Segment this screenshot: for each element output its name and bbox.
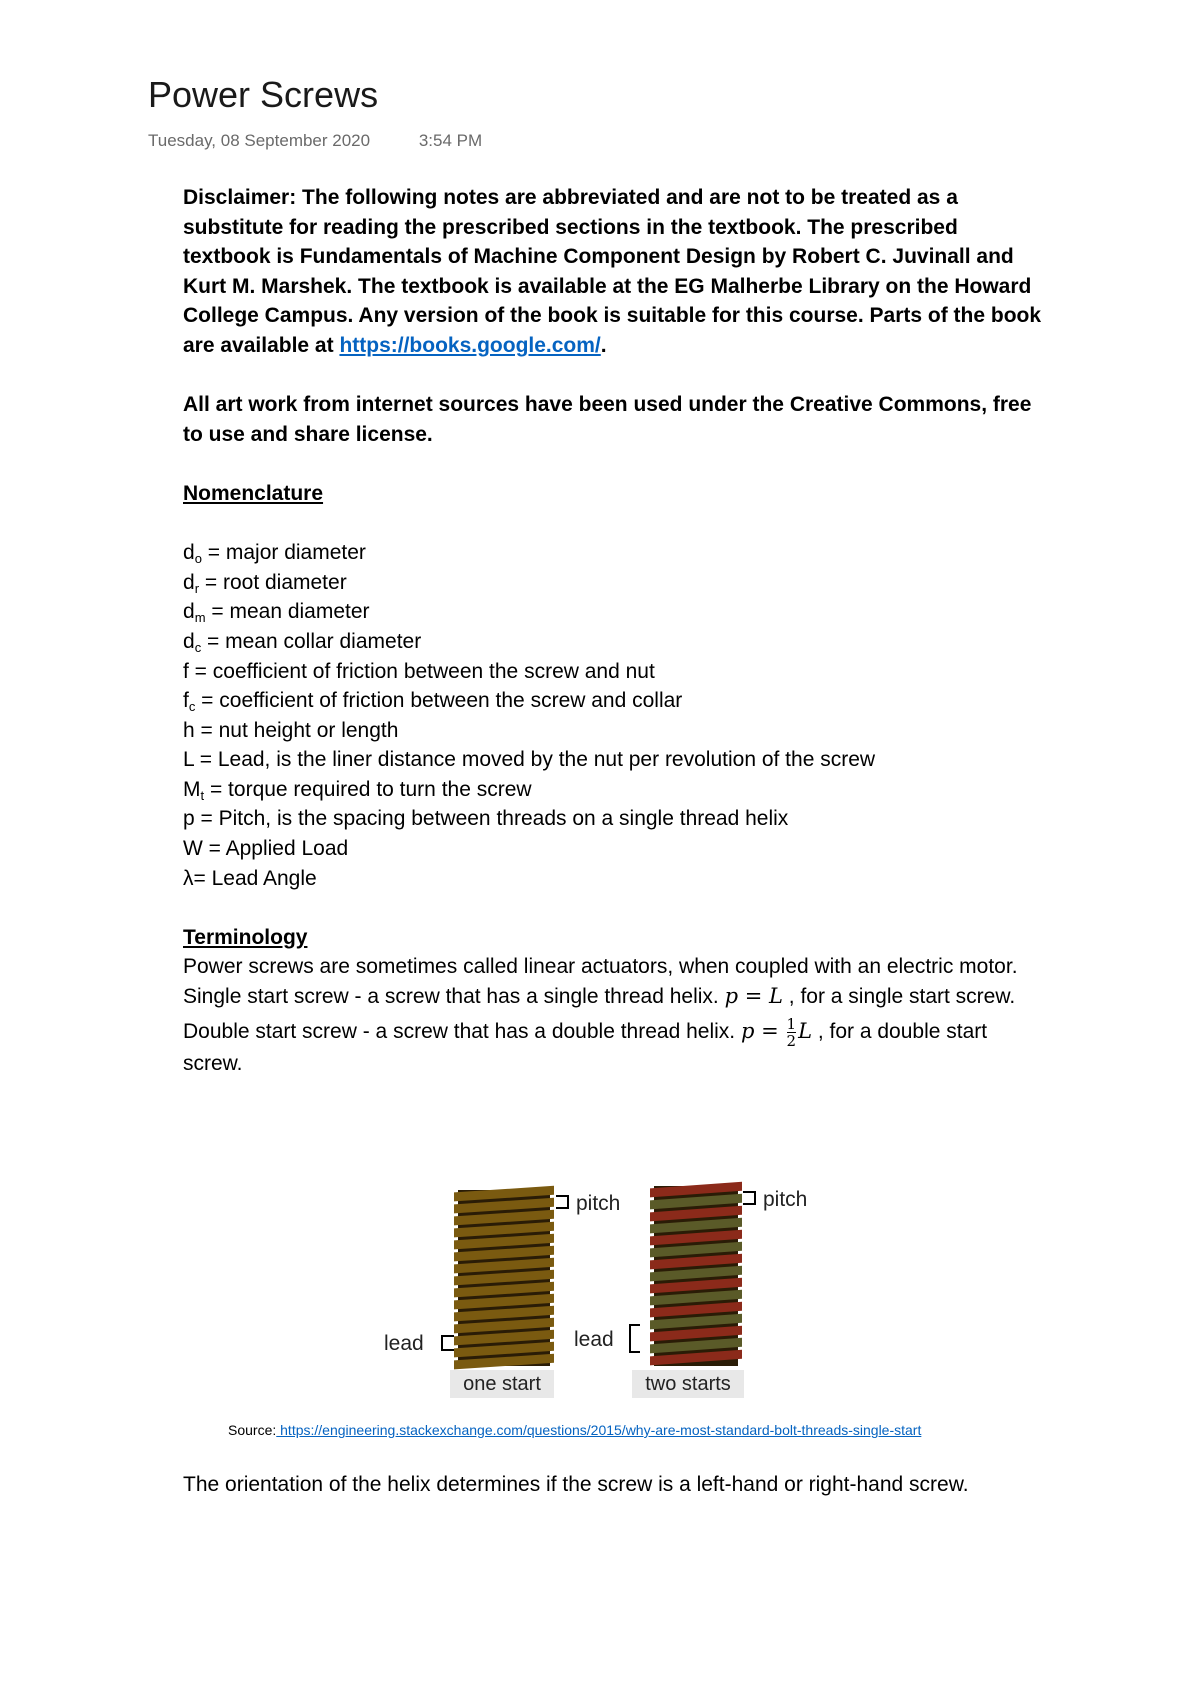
nomenclature-list xyxy=(183,538,1043,893)
nomenclature-subscript: o xyxy=(194,551,202,567)
nomenclature-definition: = Lead, is the liner distance moved by the nut per revolution of the screw xyxy=(193,748,876,772)
books-google-link[interactable]: https://books.google.com/ xyxy=(339,333,601,357)
single-start-definition xyxy=(183,982,1043,1012)
fraction-numerator: 1 xyxy=(786,1014,797,1033)
nomenclature-item xyxy=(183,686,1043,716)
double-start-p: p = xyxy=(740,1018,779,1043)
nomenclature-heading: Nomenclature xyxy=(183,481,324,505)
terminology-intro: Power screws are sometimes called linear actuators, when coupled with an electric motor. xyxy=(183,955,1018,979)
page-date: Tuesday, 08 September 2020 xyxy=(148,131,371,150)
pitch-label-left: pitch xyxy=(576,1192,621,1215)
lead-bracket-left xyxy=(442,1336,454,1350)
nomenclature-item xyxy=(183,627,1043,657)
disclaimer-end: . xyxy=(600,333,607,357)
disclaimer-text: Disclaimer: The following notes are abbreviated and are not to be treated as a substitute for reading the prescribed sections in the textbook. The prescribed textbook is Fundamentals of Machine Component Design by Robert C. Juvinall and Kurt M. Marshek. The textbook is available at the EG Malherbe Library on the Howard College Campus. Any version of the book is suitable for this course. Parts of the book are available at xyxy=(183,186,1042,357)
nomenclature-symbol: f xyxy=(183,659,189,683)
lead-label-right: lead xyxy=(574,1328,614,1351)
nomenclature-item xyxy=(183,597,1043,627)
single-start-suffix: , for a single start screw. xyxy=(782,985,1016,1009)
nomenclature-symbol: W xyxy=(183,837,203,861)
nomenclature-definition: = Pitch, is the spacing between threads on a single thread helix xyxy=(194,807,789,831)
nomenclature-item xyxy=(183,745,1043,775)
terminology-heading: Terminology xyxy=(183,925,308,949)
page-time: 3:54 PM xyxy=(418,131,483,150)
nomenclature-item xyxy=(183,804,1043,834)
nomenclature-symbol: d xyxy=(183,629,195,653)
nomenclature-symbol: L xyxy=(183,748,194,772)
single-start-equation: p = L xyxy=(724,984,783,1009)
nomenclature-item xyxy=(183,538,1043,568)
nomenclature-item xyxy=(183,864,1043,894)
caption-prefix: Source: xyxy=(228,1422,277,1438)
nomenclature-item xyxy=(183,568,1043,598)
closing-paragraph: The orientation of the helix determines if the screw is a left-hand or right-hand screw. xyxy=(183,1473,969,1496)
nomenclature-definition: = mean diameter xyxy=(205,600,370,624)
nomenclature-subscript: r xyxy=(194,580,200,596)
nomenclature-definition: = Applied Load xyxy=(202,837,349,861)
page-meta xyxy=(148,131,482,151)
nomenclature-subscript: c xyxy=(194,639,202,655)
nomenclature-definition: = coefficient of friction between the screw and collar xyxy=(195,689,683,713)
nomenclature-subscript: c xyxy=(188,699,196,715)
pitch-bracket-right xyxy=(743,1192,755,1204)
screw-thread-figure xyxy=(370,1176,840,1416)
nomenclature-definition: = torque required to turn the screw xyxy=(204,777,532,801)
nomenclature-symbol: d xyxy=(183,600,195,624)
nomenclature-symbol: h xyxy=(183,718,195,742)
single-start-screw xyxy=(454,1186,554,1370)
nomenclature-definition: = mean collar diameter xyxy=(201,629,422,653)
fraction-one-half xyxy=(787,1016,797,1049)
single-start-text: Single start screw - a screw that has a single thread helix. xyxy=(183,985,725,1009)
nomenclature-symbol: d xyxy=(183,570,195,594)
nomenclature-symbol: f xyxy=(183,689,189,713)
nomenclature-symbol: d xyxy=(183,541,195,565)
nomenclature-subscript: m xyxy=(194,610,206,626)
double-start-definition xyxy=(183,1016,1043,1079)
one-start-label: one start xyxy=(463,1373,541,1395)
nomenclature-symbol: p xyxy=(183,807,195,831)
nomenclature-definition: = root diameter xyxy=(199,570,347,594)
nomenclature-item xyxy=(183,834,1043,864)
double-start-text: Double start screw - a screw that has a double thread helix. xyxy=(183,1019,741,1043)
figure-caption xyxy=(228,1422,988,1438)
double-start-l: L xyxy=(798,1018,813,1043)
nomenclature-item xyxy=(183,657,1043,687)
page-title: Power Screws xyxy=(148,74,379,115)
fraction-denominator: 2 xyxy=(786,1031,797,1050)
nomenclature-definition: = major diameter xyxy=(201,541,366,565)
nomenclature-symbol: M xyxy=(183,777,201,801)
double-start-screw xyxy=(650,1182,742,1366)
nomenclature-definition: = nut height or length xyxy=(194,718,399,742)
nomenclature-definition: = coefficient of friction between the screw and nut xyxy=(188,659,655,683)
source-link[interactable]: https://engineering.stackexchange.com/questions/2015/why-are-most-standard-bolt-threads-single-start xyxy=(276,1422,922,1438)
nomenclature-item xyxy=(183,775,1043,805)
note-body xyxy=(183,183,1043,1078)
pitch-label-right: pitch xyxy=(763,1188,808,1211)
license-paragraph: All art work from internet sources have been used under the Creative Commons, free to use and share license. xyxy=(183,393,1032,446)
nomenclature-symbol: λ xyxy=(183,866,194,890)
nomenclature-subscript: t xyxy=(200,787,205,803)
pitch-bracket-left xyxy=(556,1196,568,1208)
lead-label-left: lead xyxy=(384,1332,424,1355)
disclaimer-paragraph xyxy=(183,183,1043,361)
two-starts-label: two starts xyxy=(645,1373,731,1395)
double-start-suffix: , for a double start screw. xyxy=(183,1019,988,1075)
nomenclature-item xyxy=(183,716,1043,746)
lead-bracket-right xyxy=(630,1325,640,1352)
nomenclature-definition: = Lead Angle xyxy=(193,866,317,890)
